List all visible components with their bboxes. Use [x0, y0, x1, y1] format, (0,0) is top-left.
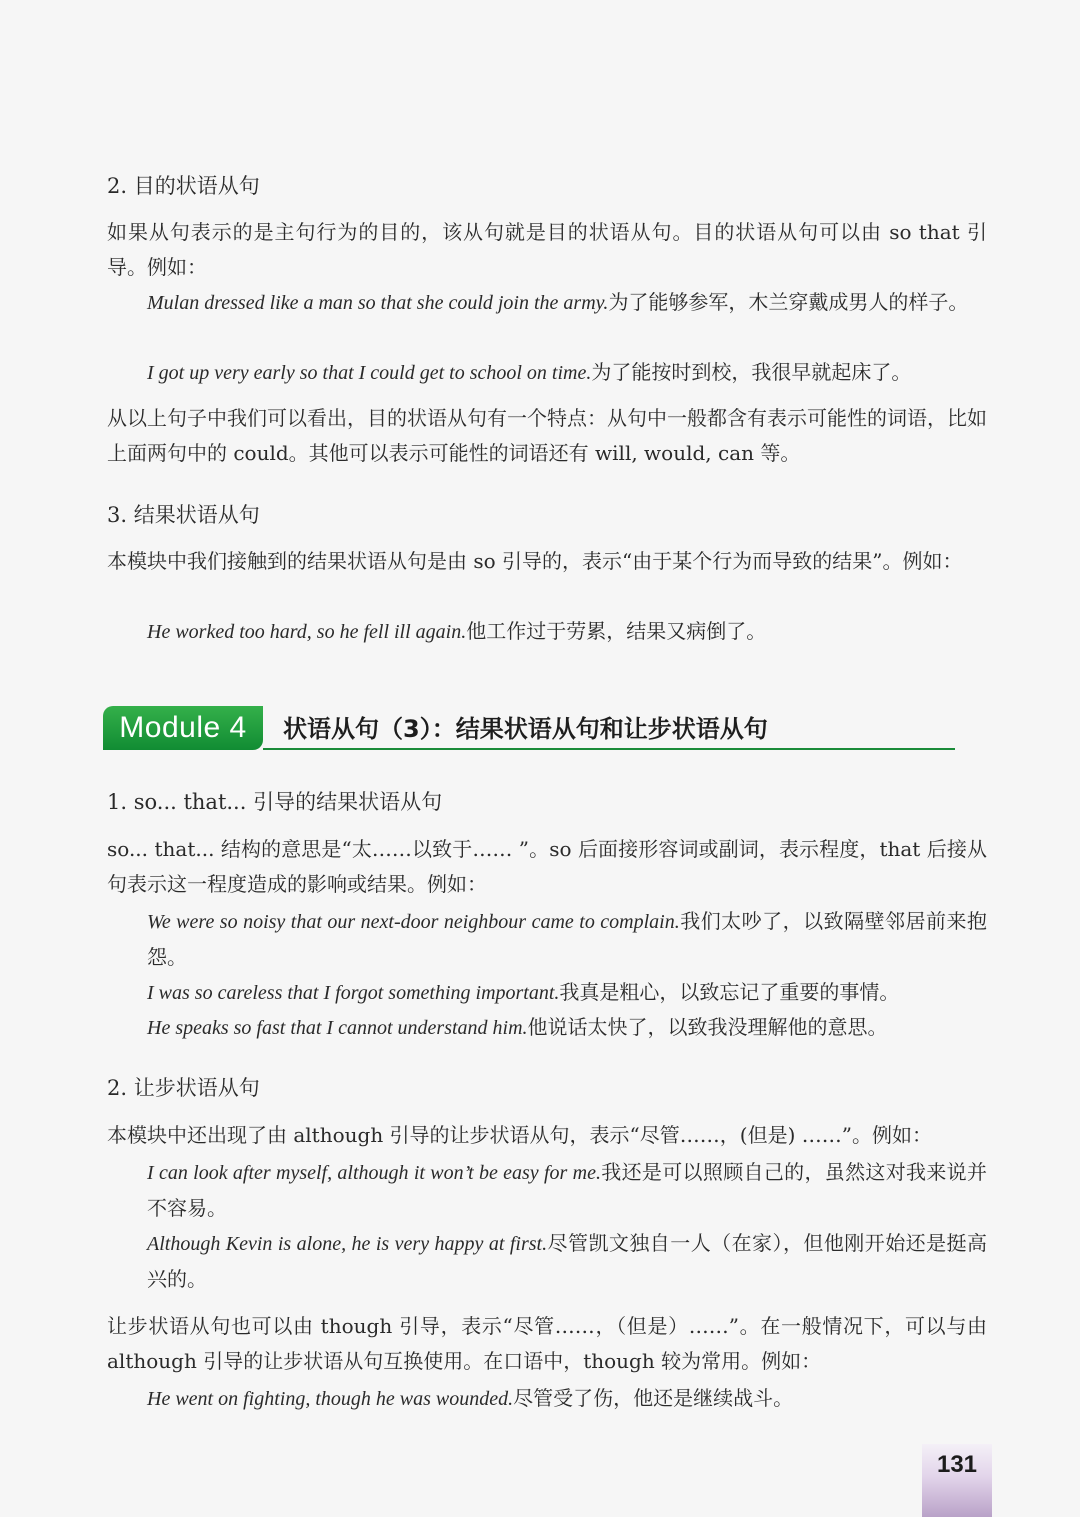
so-that-intro: so... that... 结构的意思是“太……以致于…… ”。so 后面接形容词或副词，表示程度，that 后接从句表示这一程度造成的影响或结果。例如：	[107, 837, 987, 896]
example-sentence	[147, 1381, 987, 1417]
example-chinese: 他工作过于劳累，结果又病倒了。	[466, 619, 767, 643]
example-chinese: 他说话太快了，以致我没理解他的意思。	[527, 1015, 888, 1039]
example-sentence	[147, 1010, 987, 1046]
purpose-clause-note: 从以上句子中我们可以看出，目的状语从句有一个特点：从句中一般都含有表示可能性的词语，比如上面两句中的 could。其他可以表示可能性的词语还有 will, would, can 等。	[107, 406, 987, 465]
module-header	[103, 704, 955, 754]
example-chinese: 为了能按时到校，我很早就起床了。	[591, 360, 912, 384]
section-heading-purpose-clause: 2. 目的状语从句	[107, 174, 260, 198]
section-heading-result-clause: 3. 结果状语从句	[107, 503, 260, 527]
concession-note: 让步状语从句也可以由 though 引导，表示“尽管……，（但是）……”。在一般情况下，可以与由 although 引导的让步状语从句互换使用。在口语中，though 较为常用。例如：	[107, 1314, 987, 1373]
example-sentence	[147, 285, 987, 321]
example-english: Although Kevin is alone, he is very happy at first.	[147, 1233, 548, 1255]
example-english: I got up very early so that I could get to school on time.	[147, 362, 592, 384]
example-english: I can look after myself, although it won’t be easy for me.	[147, 1162, 601, 1184]
example-chinese: 为了能够参军，木兰穿戴成男人的样子。	[608, 290, 969, 314]
example-sentence	[147, 614, 987, 650]
example-chinese: 我们太吵了，以致隔壁邻居前来抱怨。	[147, 909, 987, 969]
example-chinese: 尽管受了伤，他还是继续战斗。	[513, 1386, 794, 1410]
example-english: Mulan dressed like a man so that she could join the army.	[147, 292, 609, 314]
example-english: He worked too hard, so he fell ill again.	[147, 621, 467, 643]
example-chinese: 我真是粗心，以致忘记了重要的事情。	[559, 980, 900, 1004]
section-heading-so-that: 1. so... that... 引导的结果状语从句	[107, 790, 443, 814]
example-sentence	[147, 355, 987, 391]
module-title-underline	[263, 748, 955, 750]
concession-intro: 本模块中还出现了由 although 引导的让步状语从句，表示“尽管……，(但是) ……”。例如：	[107, 1123, 932, 1147]
example-sentence	[147, 975, 987, 1011]
example-chinese: 尽管凯文独自一人（在家），但他刚开始还是挺高兴的。	[147, 1231, 988, 1291]
example-sentence	[147, 904, 987, 975]
purpose-clause-intro: 如果从句表示的是主句行为的目的，该从句就是目的状语从句。目的状语从句可以由 so that 引导。例如：	[107, 220, 987, 279]
result-clause-intro: 本模块中我们接触到的结果状语从句是由 so 引导的，表示“由于某个行为而导致的结果”。例如：	[107, 549, 963, 573]
example-sentence	[147, 1155, 987, 1226]
example-english: He speaks so fast that I cannot understand him.	[147, 1017, 528, 1039]
example-english: He went on fighting, though he was wounded.	[147, 1388, 514, 1410]
section-heading-concession-clause: 2. 让步状语从句	[107, 1076, 260, 1100]
page-number: 131	[936, 1451, 978, 1478]
module-badge: Module 4	[103, 706, 263, 750]
module-title: 状语从句（3）：结果状语从句和让步状语从句	[283, 715, 768, 743]
example-sentence	[147, 1226, 987, 1297]
page-number-tab	[922, 1444, 992, 1517]
example-english: I was so careless that I forgot something important.	[147, 982, 560, 1004]
example-english: We were so noisy that our next-door neighbour came to complain.	[147, 911, 680, 933]
example-chinese: 我还是可以照顾自己的，虽然这对我来说并不容易。	[147, 1160, 987, 1220]
